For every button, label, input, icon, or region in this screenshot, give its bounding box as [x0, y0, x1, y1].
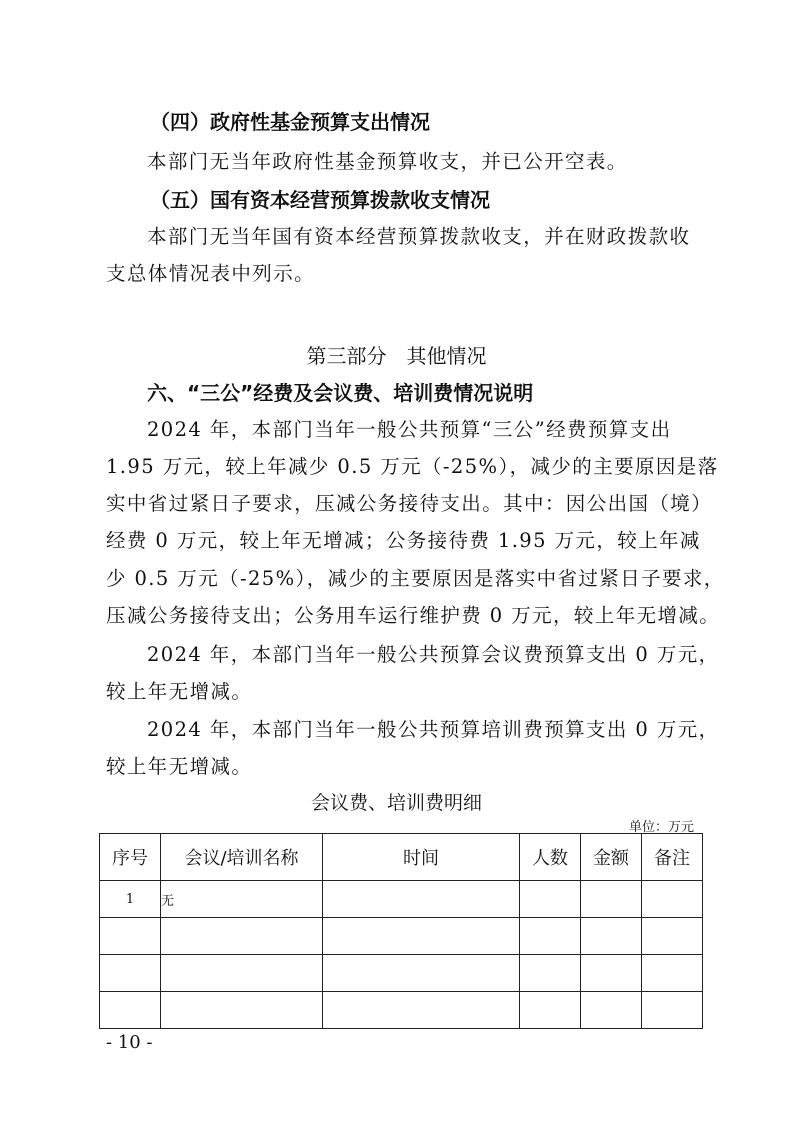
- cell-remarks: [642, 992, 703, 1029]
- cell-index: [100, 955, 161, 992]
- table-row: [100, 955, 703, 992]
- section6-para3-line2: 较上年无增减。: [106, 755, 253, 778]
- cell-name: [161, 955, 323, 992]
- section6-heading: 六、“三公”经费及会议费、培训费情况说明: [147, 381, 534, 405]
- cell-time: [323, 955, 520, 992]
- cell-index: [100, 992, 161, 1029]
- cell-index: 1: [100, 881, 161, 918]
- cell-time: [323, 992, 520, 1029]
- header-remarks: 备注: [642, 834, 703, 881]
- section6-para1-line3: 实中省过紧日子要求，压减公务接待支出。其中：因公出国（境）: [106, 492, 713, 515]
- section6-para1-line1: 2024 年，本部门当年一般公共预算“三公”经费预算支出: [147, 418, 672, 441]
- table-row: [100, 918, 703, 955]
- section6-para1-line2: 1.95 万元，较上年减少 0.5 万元（-25%），减少的主要原因是落: [106, 455, 719, 478]
- section4-text: 本部门无当年政府性基金预算收支，并已公开空表。: [147, 150, 628, 173]
- table-row: [100, 881, 703, 918]
- meeting-training-fee-table: [99, 833, 703, 1029]
- table-unit-label: 单位：万元: [628, 820, 694, 835]
- cell-amount: [581, 881, 642, 918]
- cell-index: [100, 918, 161, 955]
- cell-amount: [581, 918, 642, 955]
- cell-people: [520, 918, 581, 955]
- cell-remarks: [642, 881, 703, 918]
- header-name: 会议/培训名称: [161, 834, 323, 881]
- section6-para1-line4: 经费 0 万元，较上年无增减；公务接待费 1.95 万元，较上年减: [106, 529, 701, 552]
- cell-people: [520, 881, 581, 918]
- page-number: - 10 -: [106, 1032, 153, 1053]
- cell-time: [323, 918, 520, 955]
- section6-para1-line6: 压减公务接待支出；公务用车运行维护费 0 万元，较上年无增减。: [106, 604, 721, 627]
- table-title: 会议费、培训费明细: [310, 792, 482, 814]
- section6-para3-line1: 2024 年，本部门当年一般公共预算培训费预算支出 0 万元，: [147, 718, 720, 741]
- cell-name: [161, 992, 323, 1029]
- section5-heading: （五）国有资本经营预算拨款收支情况: [150, 188, 490, 212]
- part-three-title: 第三部分 其他情况: [306, 344, 487, 368]
- cell-remarks: [642, 918, 703, 955]
- header-index: 序号: [100, 834, 161, 881]
- header-amount: 金额: [581, 834, 642, 881]
- cell-time: [323, 881, 520, 918]
- cell-remarks: [642, 955, 703, 992]
- header-time: 时间: [323, 834, 520, 881]
- section5-text-line1: 本部门无当年国有资本经营预算拨款收支，并在财政拨款收: [147, 225, 691, 248]
- table-row: [100, 992, 703, 1029]
- table-header-row: [100, 834, 703, 881]
- cell-amount: [581, 955, 642, 992]
- cell-amount: [581, 992, 642, 1029]
- section6-para2-line2: 较上年无增减。: [106, 680, 253, 703]
- cell-name: 无: [161, 881, 323, 918]
- section5-text-line2: 支总体情况表中列示。: [106, 262, 316, 285]
- cell-people: [520, 955, 581, 992]
- cell-name: [161, 918, 323, 955]
- header-people: 人数: [520, 834, 581, 881]
- section6-para1-line5: 少 0.5 万元（-25%），减少的主要原因是落实中省过紧日子要求，: [106, 567, 725, 590]
- section6-para2-line1: 2024 年，本部门当年一般公共预算会议费预算支出 0 万元，: [147, 643, 720, 666]
- section4-heading: （四）政府性基金预算支出情况: [150, 110, 430, 134]
- cell-people: [520, 992, 581, 1029]
